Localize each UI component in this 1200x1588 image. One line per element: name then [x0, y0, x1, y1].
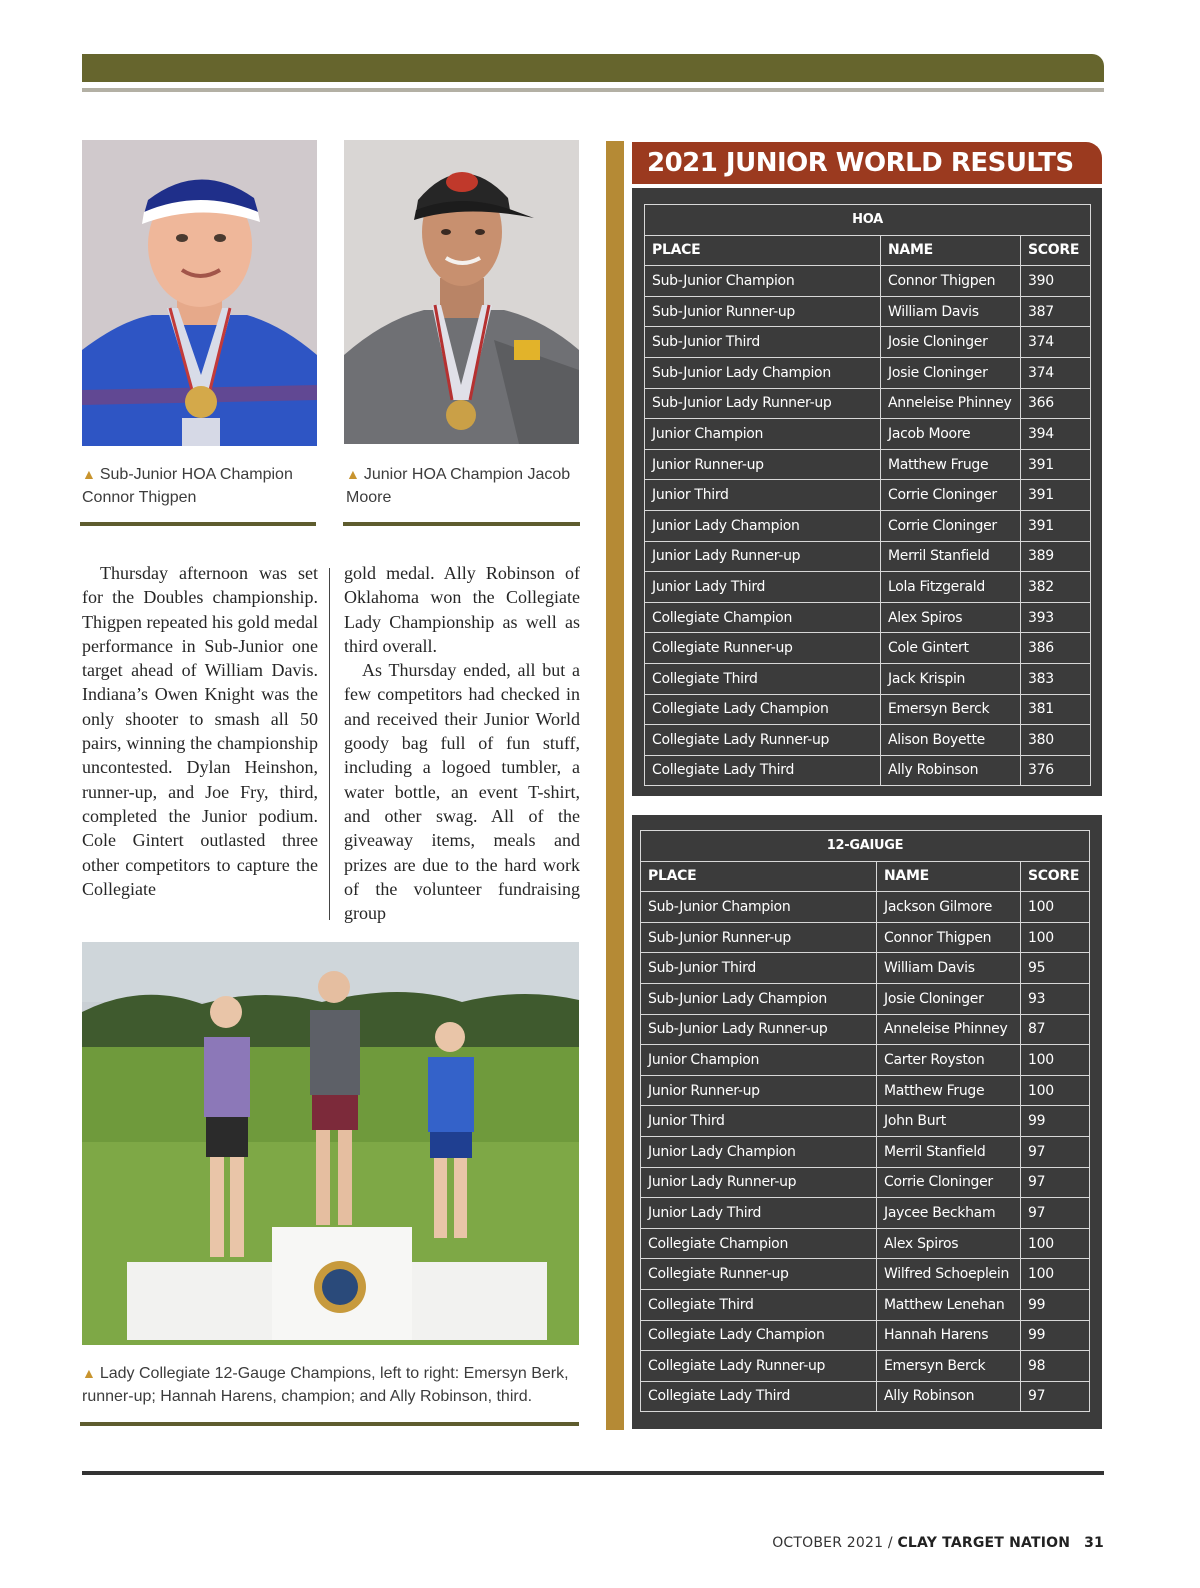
cell-score: 383 [1021, 663, 1091, 694]
cell-place: Junior Lady Runner-up [641, 1167, 877, 1198]
cell-place: Collegiate Lady Runner-up [645, 725, 881, 756]
cell-name: Jackson Gilmore [877, 892, 1021, 923]
table-row [645, 480, 1091, 511]
cell-score: 97 [1021, 1381, 1090, 1412]
cell-name: Jaycee Beckham [877, 1198, 1021, 1229]
cell-score: 97 [1021, 1136, 1090, 1167]
cell-score: 100 [1021, 1075, 1090, 1106]
cell-place: Collegiate Third [645, 663, 881, 694]
cell-place: Junior Champion [641, 1045, 877, 1076]
cell-score: 391 [1021, 510, 1091, 541]
table-row [645, 357, 1091, 388]
table-row [645, 633, 1091, 664]
cell-name: Anneleise Phinney [877, 1014, 1021, 1045]
cell-place: Sub-Junior Champion [645, 266, 881, 297]
article-paragraph: gold medal. Ally Robinson of Oklahoma won the Collegiate Lady Championship as well as third overall. [344, 563, 580, 656]
cell-place: Junior Lady Third [641, 1198, 877, 1229]
cell-score: 389 [1021, 541, 1091, 572]
cell-score: 97 [1021, 1167, 1090, 1198]
cell-place: Collegiate Lady Champion [641, 1320, 877, 1351]
cell-place: Junior Runner-up [641, 1075, 877, 1106]
table-row [645, 572, 1091, 603]
cell-name: Connor Thigpen [881, 266, 1021, 297]
table-row [645, 266, 1091, 297]
cell-score: 97 [1021, 1198, 1090, 1229]
photo-jacob-moore [344, 140, 579, 444]
cell-place: Sub-Junior Lady Runner-up [641, 1014, 877, 1045]
footer-rule [82, 1471, 1104, 1475]
cell-name: Wilfred Schoeplein [877, 1259, 1021, 1290]
cell-place: Collegiate Lady Runner-up [641, 1351, 877, 1382]
cell-name: Ally Robinson [877, 1381, 1021, 1412]
cell-name: Alex Spiros [877, 1228, 1021, 1259]
cell-score: 100 [1021, 892, 1090, 923]
12-gauge-results-table [640, 830, 1090, 1412]
cell-place: Junior Lady Runner-up [645, 541, 881, 572]
column-header-name: NAME [877, 861, 1021, 892]
cell-score: 93 [1021, 983, 1090, 1014]
cell-place: Sub-Junior Champion [641, 892, 877, 923]
cell-name: Connor Thigpen [877, 922, 1021, 953]
column-header-place: PLACE [641, 861, 877, 892]
cell-name: William Davis [881, 296, 1021, 327]
cell-score: 394 [1021, 419, 1091, 450]
cell-score: 99 [1021, 1320, 1090, 1351]
cell-score: 100 [1021, 922, 1090, 953]
cell-place: Sub-Junior Lady Runner-up [645, 388, 881, 419]
cell-name: Alex Spiros [881, 602, 1021, 633]
cell-name: Cole Gintert [881, 633, 1021, 664]
table-row [641, 1106, 1090, 1137]
cell-place: Collegiate Lady Third [641, 1381, 877, 1412]
cell-score: 393 [1021, 602, 1091, 633]
cell-name: Emersyn Berck [881, 694, 1021, 725]
cell-name: John Burt [877, 1106, 1021, 1137]
cell-score: 99 [1021, 1289, 1090, 1320]
cell-score: 87 [1021, 1014, 1090, 1045]
cell-place: Collegiate Runner-up [645, 633, 881, 664]
cell-score: 100 [1021, 1228, 1090, 1259]
cell-score: 374 [1021, 357, 1091, 388]
caption-photo-2: ▲ Junior HOA Champion Jacob Moore [346, 466, 571, 506]
photo-connor-thigpen [82, 140, 317, 446]
hoa-results-table [644, 204, 1091, 786]
cell-score: 98 [1021, 1351, 1090, 1382]
page-footer [772, 1535, 1104, 1551]
12-gauge-results-panel [632, 815, 1102, 1429]
cell-place: Junior Lady Champion [641, 1136, 877, 1167]
table-row [645, 510, 1091, 541]
article-column-2 [344, 561, 580, 925]
cell-score: 382 [1021, 572, 1091, 603]
column-header-score: SCORE [1021, 861, 1090, 892]
article-column-1: Thursday afternoon was set for the Doubles championship. Thigpen repeated his gold medal performance in Sub-Junior one target ahead of William Davis. Indiana’s Owen Knight was the only shooter to smash all 50 pairs, winning the championship uncontested. Dylan Heinshon, runner-up, and Joe Fry, third, completed the Junior podium. Cole Gintert outlasted three other competitors to capture the Collegiate [82, 563, 318, 899]
cell-place: Sub-Junior Runner-up [645, 296, 881, 327]
table-row [641, 1075, 1090, 1106]
cell-name: Matthew Lenehan [877, 1289, 1021, 1320]
cell-place: Junior Runner-up [645, 449, 881, 480]
cell-score: 386 [1021, 633, 1091, 664]
table-row [641, 1167, 1090, 1198]
table-row [641, 1381, 1090, 1412]
cell-name: Anneleise Phinney [881, 388, 1021, 419]
cell-place: Sub-Junior Third [645, 327, 881, 358]
cell-place: Collegiate Champion [641, 1228, 877, 1259]
table-row [641, 1228, 1090, 1259]
cell-name: Josie Cloninger [877, 983, 1021, 1014]
column-header-name: NAME [881, 235, 1021, 266]
cell-name: Corrie Cloninger [881, 510, 1021, 541]
cell-name: Matthew Fruge [881, 449, 1021, 480]
triangle-icon: ▲ [346, 466, 360, 482]
cell-name: Jacob Moore [881, 419, 1021, 450]
cell-score: 391 [1021, 480, 1091, 511]
cell-name: Hannah Harens [877, 1320, 1021, 1351]
sidebar-accent-stripe [606, 141, 624, 1430]
cell-place: Collegiate Lady Third [645, 755, 881, 786]
issue-date: OCTOBER 2021 / [772, 1535, 893, 1551]
cell-name: Ally Robinson [881, 755, 1021, 786]
cell-place: Collegiate Lady Champion [645, 694, 881, 725]
cell-place: Sub-Junior Lady Champion [645, 357, 881, 388]
cell-place: Junior Lady Champion [645, 510, 881, 541]
cell-place: Junior Champion [645, 419, 881, 450]
column-divider [329, 568, 330, 920]
header-rule [82, 88, 1104, 92]
cell-place: Sub-Junior Runner-up [641, 922, 877, 953]
caption-photo-3: ▲ Lady Collegiate 12-Gauge Champions, left to right: Emersyn Berk, runner-up; Hannah Harens, champion; and Ally Robinson, third. [82, 1365, 569, 1405]
cell-place: Junior Third [645, 480, 881, 511]
cell-name: Corrie Cloninger [881, 480, 1021, 511]
cell-name: William Davis [877, 953, 1021, 984]
caption-rule [80, 522, 316, 526]
table-row [641, 892, 1090, 923]
cell-score: 391 [1021, 449, 1091, 480]
table-row [641, 1198, 1090, 1229]
table-row [641, 1320, 1090, 1351]
cell-place: Collegiate Runner-up [641, 1259, 877, 1290]
cell-place: Sub-Junior Third [641, 953, 877, 984]
triangle-icon: ▲ [82, 1365, 96, 1381]
cell-score: 381 [1021, 694, 1091, 725]
column-header-score: SCORE [1021, 235, 1091, 266]
caption-photo-1: ▲ Sub-Junior HOA Champion Connor Thigpen [82, 466, 293, 506]
table-row [645, 296, 1091, 327]
table-row [641, 922, 1090, 953]
table-row [641, 1289, 1090, 1320]
table-row [641, 1136, 1090, 1167]
table-title: HOA [645, 205, 1091, 236]
cell-score: 376 [1021, 755, 1091, 786]
triangle-icon: ▲ [82, 466, 96, 482]
cell-name: Lola Fitzgerald [881, 572, 1021, 603]
cell-place: Sub-Junior Lady Champion [641, 983, 877, 1014]
photo-podium [82, 942, 579, 1345]
cell-name: Merril Stanfield [881, 541, 1021, 572]
header-band [82, 54, 1104, 82]
cell-score: 100 [1021, 1045, 1090, 1076]
cell-name: Carter Royston [877, 1045, 1021, 1076]
cell-score: 95 [1021, 953, 1090, 984]
cell-name: Corrie Cloninger [877, 1167, 1021, 1198]
cell-place: Junior Third [641, 1106, 877, 1137]
cell-score: 390 [1021, 266, 1091, 297]
table-row [645, 388, 1091, 419]
column-header-place: PLACE [645, 235, 881, 266]
table-row [645, 419, 1091, 450]
publication-name: CLAY TARGET NATION [897, 1535, 1071, 1551]
cell-name: Matthew Fruge [877, 1075, 1021, 1106]
table-row [645, 755, 1091, 786]
table-row [641, 1259, 1090, 1290]
results-title: 2021 JUNIOR WORLD RESULTS [632, 142, 1102, 184]
page-number: 31 [1084, 1535, 1104, 1551]
cell-place: Collegiate Third [641, 1289, 877, 1320]
cell-score: 99 [1021, 1106, 1090, 1137]
hoa-results-panel [632, 188, 1102, 796]
cell-score: 100 [1021, 1259, 1090, 1290]
table-row [645, 449, 1091, 480]
table-title: 12-GAIUGE [641, 831, 1090, 862]
table-row [641, 1351, 1090, 1382]
cell-name: Josie Cloninger [881, 357, 1021, 388]
table-row [645, 541, 1091, 572]
cell-place: Junior Lady Third [645, 572, 881, 603]
cell-name: Alison Boyette [881, 725, 1021, 756]
table-row [641, 953, 1090, 984]
table-row [641, 1045, 1090, 1076]
cell-place: Collegiate Champion [645, 602, 881, 633]
table-row [645, 602, 1091, 633]
cell-name: Emersyn Berck [877, 1351, 1021, 1382]
caption-rule [343, 522, 580, 526]
cell-name: Jack Krispin [881, 663, 1021, 694]
cell-score: 366 [1021, 388, 1091, 419]
table-row [645, 725, 1091, 756]
cell-score: 387 [1021, 296, 1091, 327]
cell-score: 374 [1021, 327, 1091, 358]
cell-name: Josie Cloninger [881, 327, 1021, 358]
caption-rule [80, 1422, 579, 1426]
table-row [641, 1014, 1090, 1045]
table-row [645, 327, 1091, 358]
table-row [645, 663, 1091, 694]
article-paragraph: As Thursday ended, all but a few competitors had checked in and received their Junior World goody bag full of fun stuff, including a logoed tumbler, a water bottle, an event T-shirt, and other swag. All of the giveaway items, meals and prizes are due to the hard work of the volunteer fundraising group [344, 660, 580, 924]
table-row [641, 983, 1090, 1014]
cell-name: Merril Stanfield [877, 1136, 1021, 1167]
table-row [645, 694, 1091, 725]
cell-score: 380 [1021, 725, 1091, 756]
